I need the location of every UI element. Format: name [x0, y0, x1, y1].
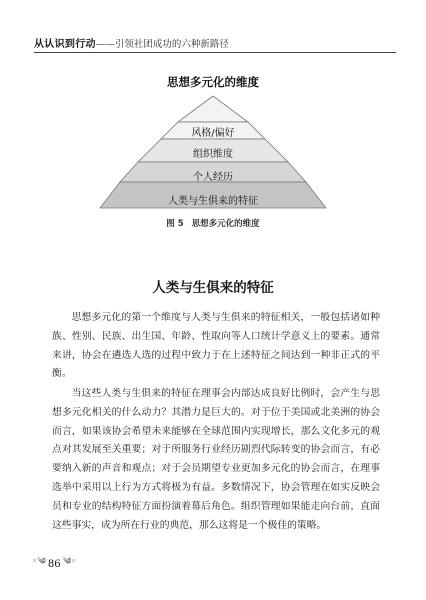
page-number-footer — [32, 552, 77, 577]
pyramid-tier-top — [178, 96, 248, 122]
figure-caption-text: 思想多元化的维度 — [191, 219, 260, 229]
header-book-title: 从认识到行动 — [34, 39, 96, 50]
section-heading: 人类与生俱来的特征 — [152, 280, 274, 296]
body-paragraph-1: 思想多元化的第一个维度与人类与生俱来的特征相关，一般包括诸如种族、性别、民族、出生国、年龄、性取向等人口统计学意义上的要素。通常来讲，协会在遴选人选的过程中致力于在上述特征之间达到一种非正式的平衡。 — [52, 312, 380, 380]
figure-caption-number: 图 5 — [166, 219, 184, 229]
page-ornament-right: ༄◦ — [62, 557, 77, 567]
body-paragraph-2: 当这些人类与生俱来的特征在理事会内部达成良好比例时，会产生与思想多元化相关的什么动力？其潜力是巨大的。对于位于美国或北美洲的协会而言，如果该协会希望未来能够在全球范围内实现增长，那么文化多元的观点对其发展至关重要；对于所服务行业经历剧烈代际转变的协会而言，有必要纳入新的声音和观点；对于会员期望专业更加多元化的协会而言，在理事选举中采用以上行为方式将极为有益。多数情况下，协会管理在如实反映会员和专业的结构特征方面扮演着幕后角色。组织管理如果能走向台前，直面这些事实，成为所在行业的典范，那么这将是一个极佳的策略。 — [52, 388, 380, 531]
header-book-subtitle: ——引领社团成功的六种新路径 — [95, 39, 229, 50]
running-header — [34, 36, 396, 53]
pyramid-label-style: 风格/偏好 — [191, 128, 235, 139]
pyramid-label-innate: 人类与生俱来的特征 — [168, 196, 258, 207]
pyramid-label-organization: 组织维度 — [193, 149, 233, 160]
page-ornament-left: ◦༄ — [32, 557, 46, 567]
figure-caption — [0, 217, 426, 229]
figure-title: 思想多元化的维度 — [167, 75, 259, 89]
page-number: 86 — [47, 559, 61, 570]
pyramid-label-experience: 个人经历 — [193, 172, 233, 183]
